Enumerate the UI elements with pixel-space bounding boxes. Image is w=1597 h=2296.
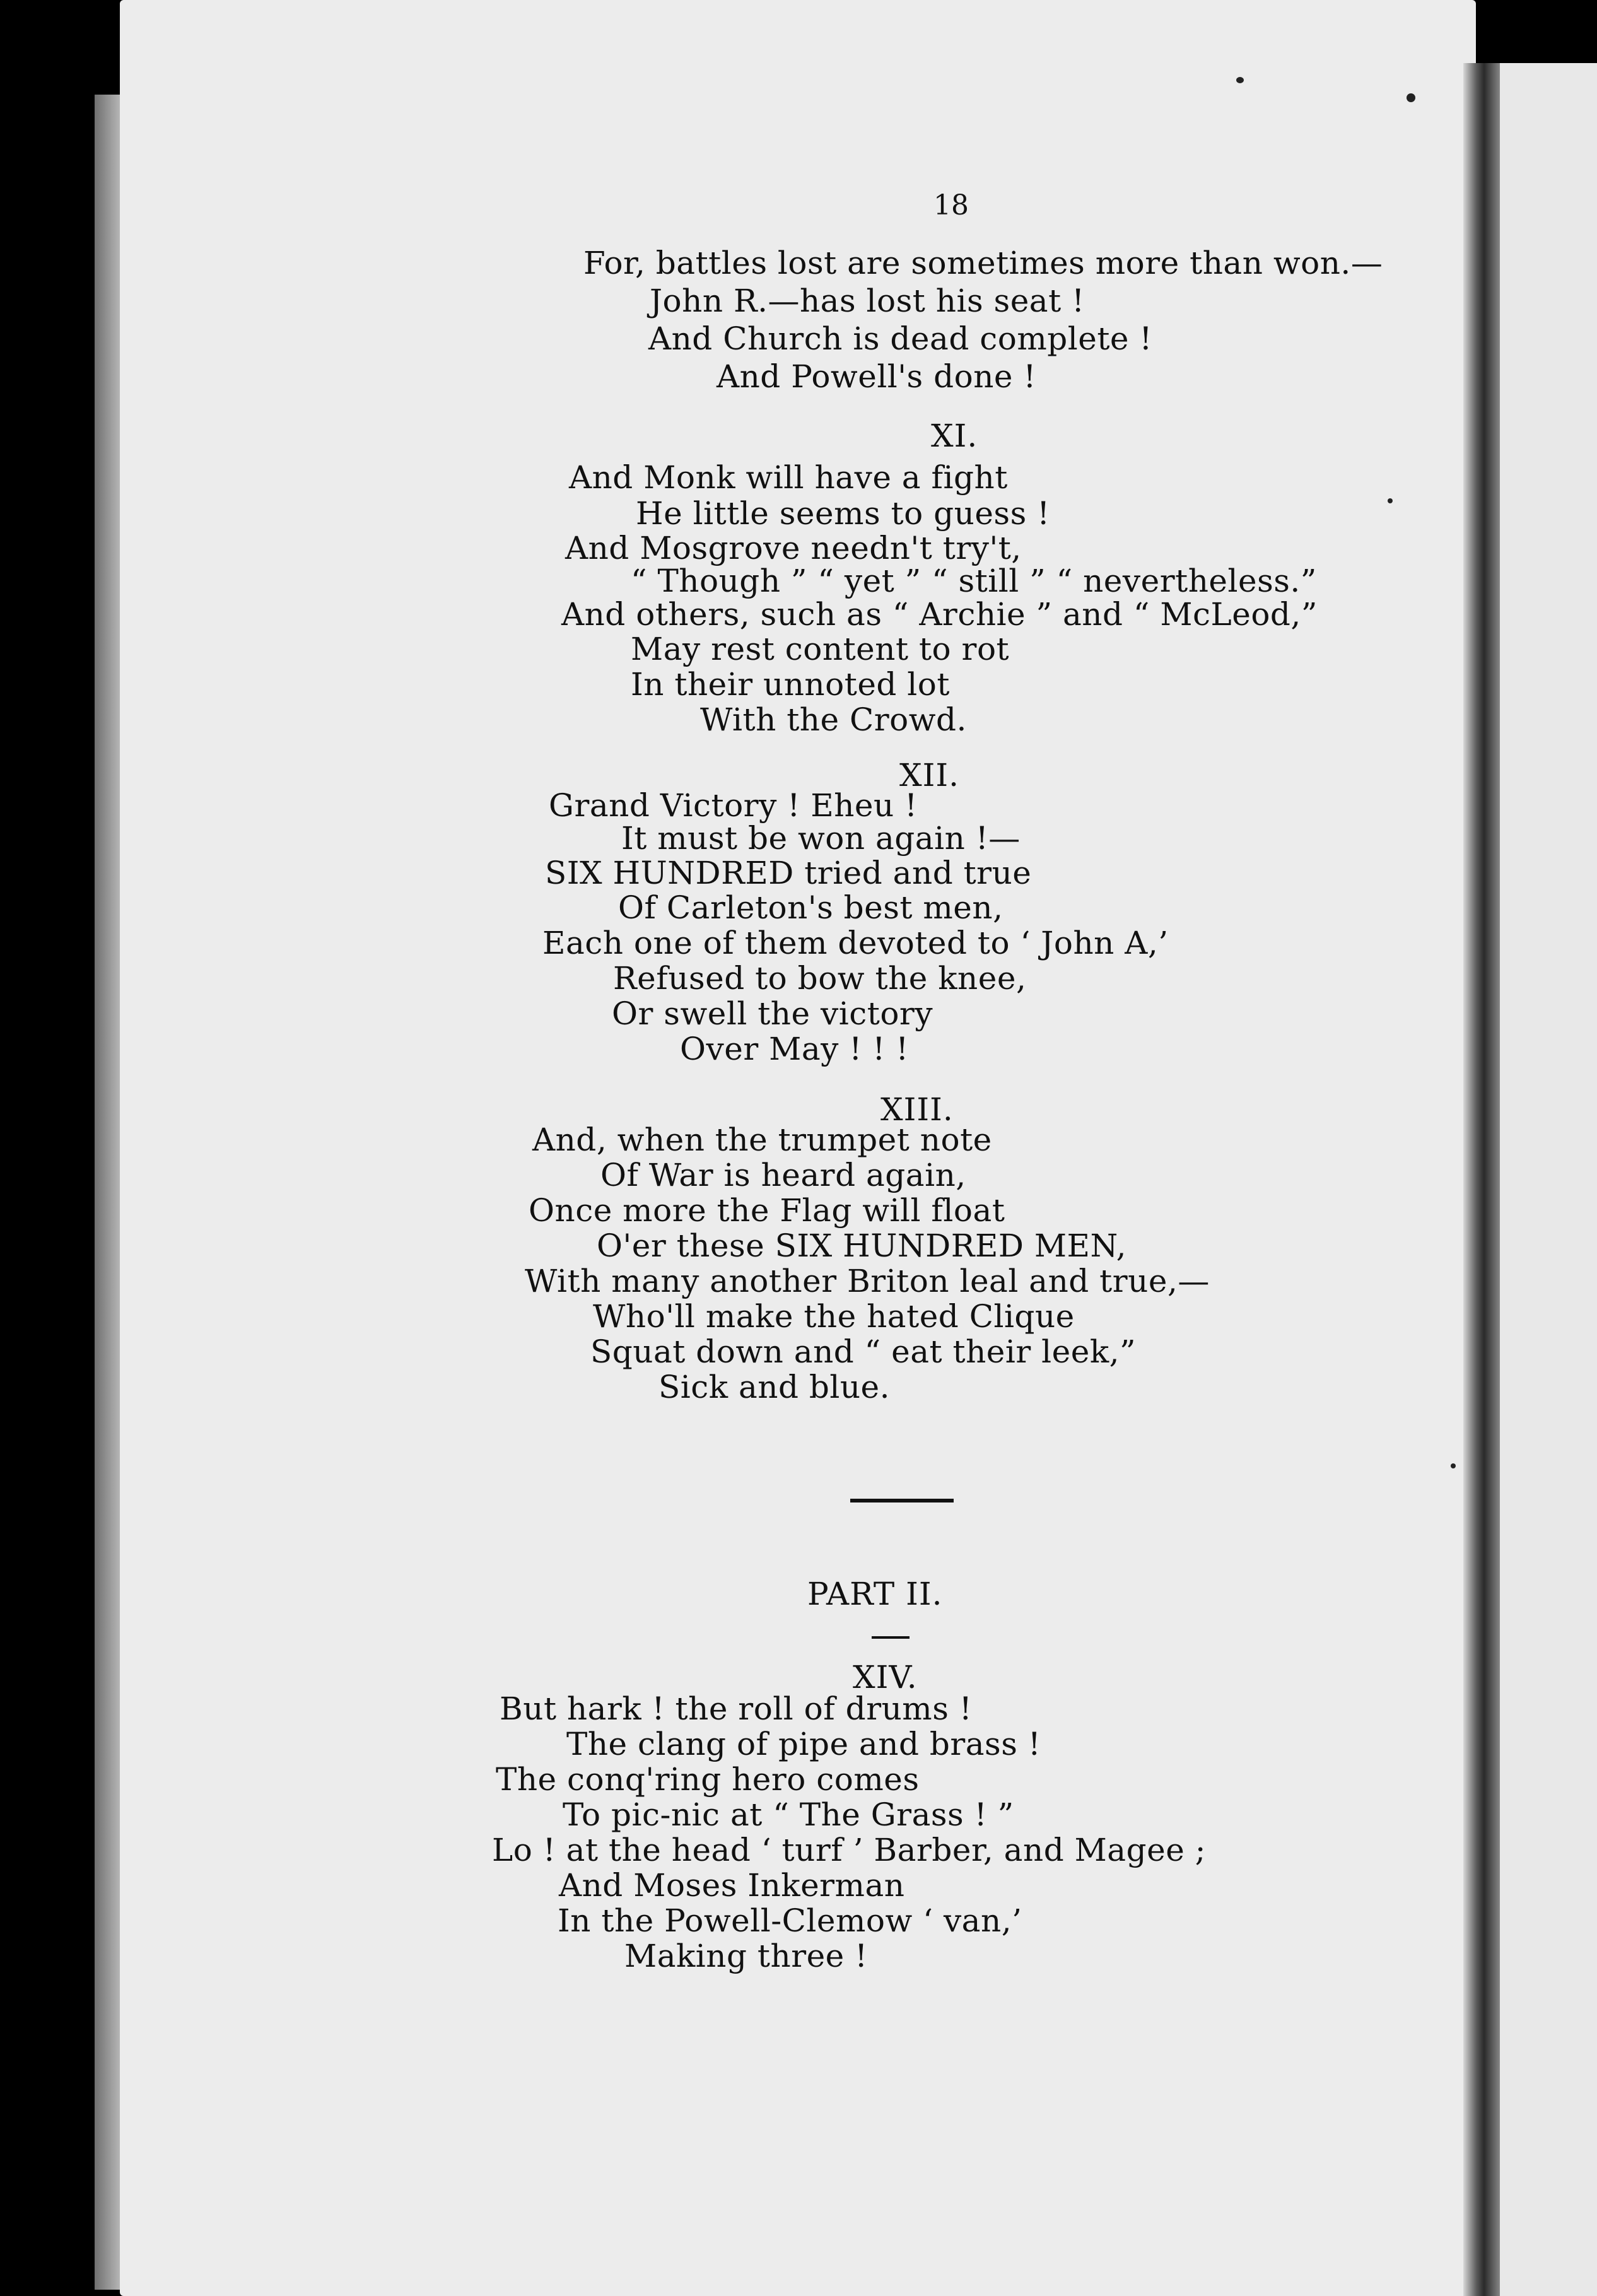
part-divider <box>872 1636 910 1639</box>
verse-line: In their unnoted lot <box>631 666 950 703</box>
verse-line: But hark ! the roll of drums ! <box>500 1690 973 1727</box>
verse-line: The clang of pipe and brass ! <box>566 1726 1041 1762</box>
verse-line: And Church is dead complete ! <box>648 320 1152 357</box>
stanza-numeral: XIV. <box>853 1659 918 1696</box>
verse-line: Or swell the victory <box>612 995 933 1032</box>
part-heading: PART II. <box>807 1576 943 1612</box>
verse-line: And Mosgrove needn't try't, <box>565 530 1022 566</box>
stanza-numeral: XIII. <box>880 1091 954 1128</box>
verse-line: John R.—has lost his seat ! <box>650 283 1085 319</box>
verse-line: SIX HUNDRED tried and true <box>545 855 1032 891</box>
verse-line: And, when the trumpet note <box>532 1122 992 1158</box>
verse-line: And others, such as “ Archie ” and “ McLeod,” <box>561 596 1318 633</box>
verse-line: It must be won again !— <box>621 820 1021 857</box>
verse-line: Of War is heard again, <box>600 1157 966 1193</box>
verse-line: May rest content to rot <box>631 631 1010 667</box>
verse-line: Making three ! <box>624 1938 868 1974</box>
verse-line: And Monk will have a fight <box>569 459 1008 496</box>
verse-line: Sick and blue. <box>658 1369 891 1405</box>
verse-line: O'er these SIX HUNDRED MEN, <box>597 1227 1126 1264</box>
scan-speck <box>1451 1463 1456 1468</box>
verse-line: The conq'ring hero comes <box>496 1761 920 1798</box>
verse-line: Once more the Flag will float <box>529 1192 1005 1229</box>
stanza-numeral: XII. <box>899 757 959 794</box>
scan-speck <box>1407 93 1415 102</box>
verse-line: Over May ! ! ! <box>680 1031 909 1067</box>
verse-line: And Powell's done ! <box>717 358 1036 395</box>
book-gutter <box>1463 63 1501 2296</box>
verse-line: Who'll make the hated Clique <box>593 1298 1075 1335</box>
stanza-numeral: XI. <box>931 418 978 454</box>
scan-speck <box>1236 77 1244 83</box>
section-divider <box>850 1499 954 1502</box>
verse-line: Squat down and “ eat their leek,” <box>590 1333 1137 1370</box>
verse-line: He little seems to guess ! <box>636 495 1050 532</box>
verse-line: With many another Briton leal and true,— <box>525 1263 1210 1299</box>
verse-line: For, battles lost are sometimes more than won.— <box>583 245 1383 281</box>
verse-line: “ Though ” “ yet ” “ still ” “ nevertheless.” <box>631 563 1317 599</box>
verse-line: Grand Victory ! Eheu ! <box>549 787 918 824</box>
verse-line: To pic-nic at “ The Grass ! ” <box>563 1796 1014 1833</box>
verse-line: With the Crowd. <box>700 701 967 738</box>
verse-line: Of Carleton's best men, <box>618 889 1003 926</box>
page-number: 18 <box>933 189 969 221</box>
scan-speck <box>1388 498 1393 503</box>
facing-page-edge <box>1500 63 1597 2296</box>
verse-line: Refused to bow the knee, <box>613 960 1027 997</box>
verse-line: And Moses Inkerman <box>559 1867 905 1904</box>
verse-line: In the Powell-Clemow ‘ van,’ <box>558 1902 1022 1939</box>
verse-line: Lo ! at the head ‘ turf ’ Barber, and Magee ; <box>492 1832 1207 1868</box>
verse-line: Each one of them devoted to ‘ John A,’ <box>542 925 1169 961</box>
